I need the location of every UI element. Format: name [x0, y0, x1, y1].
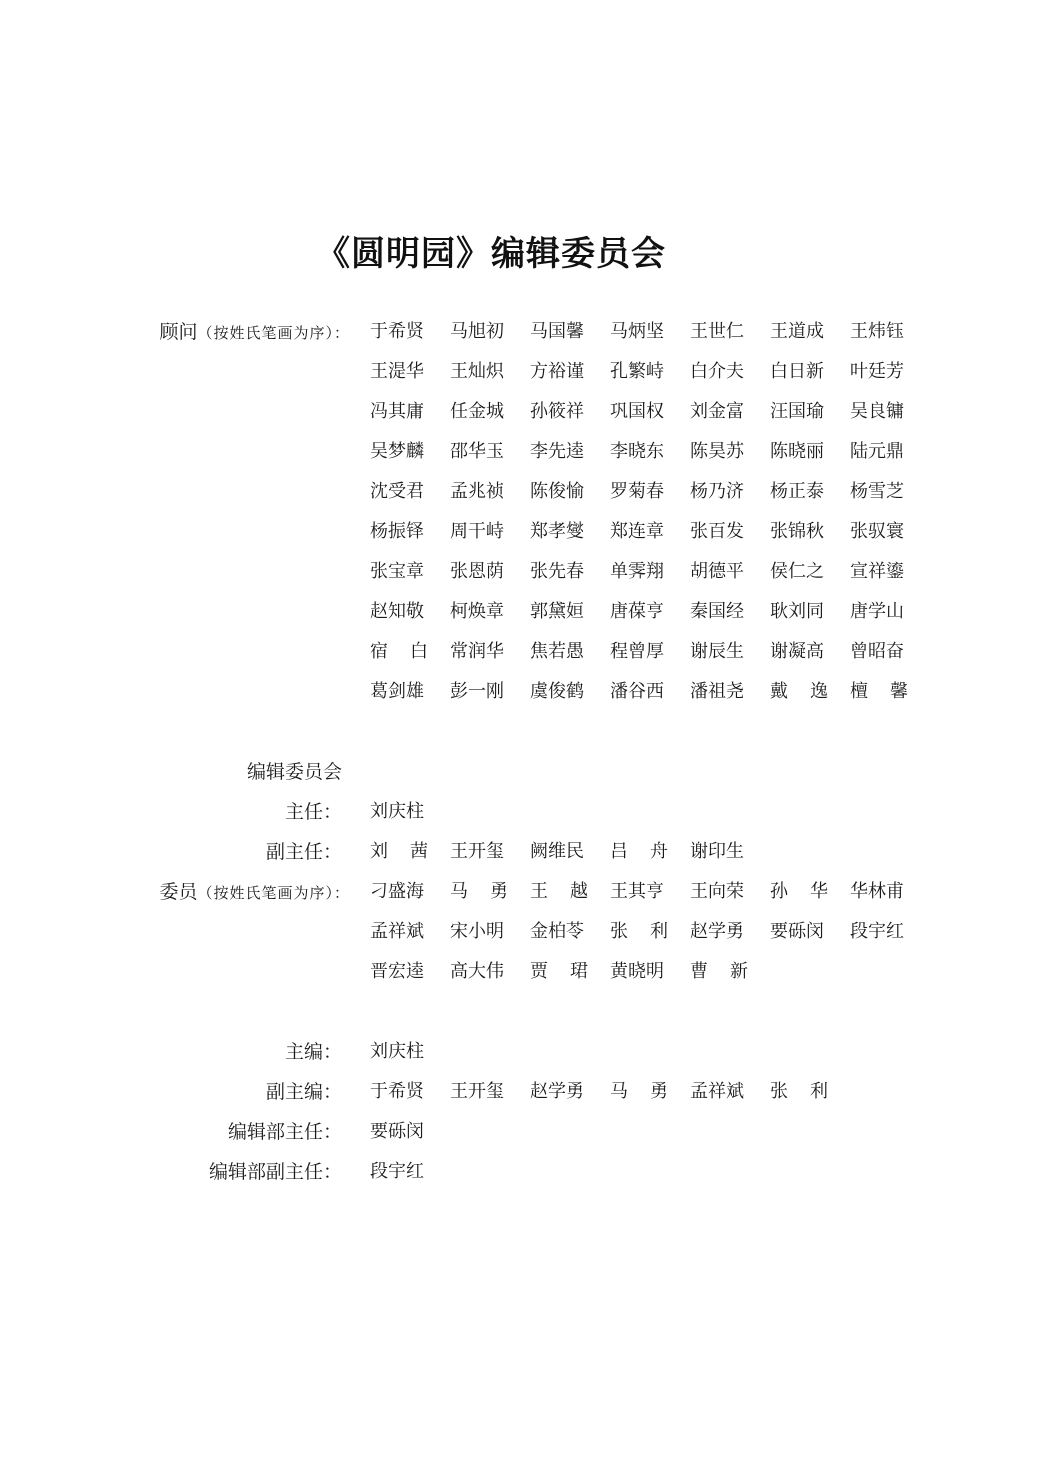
person-name: 孙筱祥: [530, 401, 584, 422]
person-name: 华林甫: [850, 881, 904, 902]
person-name: 孟祥斌: [370, 921, 424, 942]
person-name: 王湜华: [370, 361, 424, 382]
person-name: 虞俊鹤: [530, 681, 584, 702]
deputy-editor-label: 副主编：: [265, 1081, 342, 1103]
person-name: 刁盛海: [370, 881, 424, 902]
person-name: 戴 逸: [770, 681, 828, 702]
person-name: 张 利: [770, 1081, 828, 1102]
person-name: 程曾厚: [610, 641, 664, 662]
committee-director-label: 主任：: [284, 801, 342, 823]
person-name: 高大伟: [450, 961, 504, 982]
person-name: 赵知敬: [370, 601, 424, 622]
committee-heading: 编辑委员会: [246, 761, 342, 783]
person-name: 孙 华: [770, 881, 828, 902]
person-name: 马旭初: [450, 321, 504, 342]
person-name: 王炜钰: [850, 321, 904, 342]
person-name: 汪国瑜: [770, 401, 824, 422]
page-title-text: 《圆明园》编辑委员会: [316, 234, 666, 274]
person-name: 宋小明: [450, 921, 504, 942]
person-name: 秦国经: [690, 601, 744, 622]
person-name: 单霁翔: [610, 561, 664, 582]
person-name: 马炳坚: [610, 321, 664, 342]
person-name: 邵华玉: [450, 441, 504, 462]
person-name: 谢辰生: [690, 641, 744, 662]
person-name: 吴梦麟: [370, 441, 424, 462]
office-director-grid: [370, 1112, 990, 1152]
person-name: 要砾闵: [370, 1121, 424, 1142]
person-name: 方裕谨: [530, 361, 584, 382]
person-name: 陈晓丽: [770, 441, 824, 462]
person-name: 侯仁之: [770, 561, 824, 582]
person-name: 周干峙: [450, 521, 504, 542]
person-name: 张 利: [610, 921, 668, 942]
person-name: 马国馨: [530, 321, 584, 342]
person-name: 杨正泰: [770, 481, 824, 502]
person-name: 张恩荫: [450, 561, 504, 582]
person-name: 张驭寰: [850, 521, 904, 542]
person-name: 冯其庸: [370, 401, 424, 422]
person-name: 宣祥鎏: [850, 561, 904, 582]
person-name: 李先逵: [530, 441, 584, 462]
person-name: 宿 白: [370, 641, 428, 662]
person-name: 刘庆柱: [370, 801, 424, 822]
person-name: 于希贤: [370, 321, 424, 342]
advisors-label: 顾问（按姓氏笔画为序）：: [159, 321, 350, 343]
person-name: 金柏苓: [530, 921, 584, 942]
deputy-editor-grid: [370, 1072, 990, 1112]
person-name: 曾昭奋: [850, 641, 904, 662]
person-name: 段宇红: [850, 921, 904, 942]
person-name: 王道成: [770, 321, 824, 342]
person-name: 彭一刚: [450, 681, 504, 702]
person-name: 赵学勇: [530, 1081, 584, 1102]
person-name: 郑孝燮: [530, 521, 584, 542]
person-name: 孟祥斌: [690, 1081, 744, 1102]
person-name: 胡德平: [690, 561, 744, 582]
person-name: 王世仁: [690, 321, 744, 342]
person-name: 常润华: [450, 641, 504, 662]
person-name: 孔繁峙: [610, 361, 664, 382]
person-name: 王开玺: [450, 1081, 504, 1102]
person-name: 王灿炽: [450, 361, 504, 382]
person-name: 马 勇: [610, 1081, 668, 1102]
person-name: 罗菊春: [610, 481, 664, 502]
person-name: 吕 舟: [610, 841, 668, 862]
person-name: 杨振铎: [370, 521, 424, 542]
person-name: 黄晓明: [610, 961, 664, 982]
person-name: 王 越: [530, 881, 588, 902]
person-name: 焦若愚: [530, 641, 584, 662]
person-name: 陆元鼎: [850, 441, 904, 462]
person-name: 陈昊苏: [690, 441, 744, 462]
person-name: 潘谷西: [610, 681, 664, 702]
person-name: 白日新: [770, 361, 824, 382]
person-name: 谢凝高: [770, 641, 824, 662]
person-name: 唐学山: [850, 601, 904, 622]
person-name: 张锦秋: [770, 521, 824, 542]
person-name: 叶廷芳: [850, 361, 904, 382]
person-name: 檀 馨: [850, 681, 908, 702]
person-name: 任金城: [450, 401, 504, 422]
person-name: 唐葆亨: [610, 601, 664, 622]
person-name: 郑连章: [610, 521, 664, 542]
person-name: 巩国权: [610, 401, 664, 422]
person-name: 马 勇: [450, 881, 508, 902]
person-name: 晋宏逵: [370, 961, 424, 982]
person-name: 王向荣: [690, 881, 744, 902]
person-name: 王开玺: [450, 841, 504, 862]
committee-members-label: 委员（按姓氏笔画为序）：: [159, 881, 350, 903]
person-name: 张宝章: [370, 561, 424, 582]
person-name: 于希贤: [370, 1081, 424, 1102]
person-name: 吴良镛: [850, 401, 904, 422]
person-name: 葛剑雄: [370, 681, 424, 702]
committee-director-grid: [370, 792, 990, 832]
person-name: 沈受君: [370, 481, 424, 502]
office-deputy-label: 编辑部副主任：: [208, 1161, 342, 1183]
person-name: 陈俊愉: [530, 481, 584, 502]
person-name: 贾 珺: [530, 961, 588, 982]
person-name: 孟兆祯: [450, 481, 504, 502]
person-name: 杨雪芝: [850, 481, 904, 502]
person-name: 赵学勇: [690, 921, 744, 942]
person-name: 曹 新: [690, 961, 748, 982]
person-name: 柯焕章: [450, 601, 504, 622]
chief-editor-grid: [370, 1032, 990, 1072]
person-name: 耿刘同: [770, 601, 824, 622]
person-name: 阙维民: [530, 841, 584, 862]
office-deputy-grid: [370, 1152, 990, 1192]
person-name: 杨乃济: [690, 481, 744, 502]
person-name: 张百发: [690, 521, 744, 542]
person-name: 李晓东: [610, 441, 664, 462]
person-name: 段宇红: [370, 1161, 424, 1182]
advisors-name-grid: [370, 312, 990, 712]
person-name: 张先春: [530, 561, 584, 582]
committee-deputy-label: 副主任：: [265, 841, 342, 863]
page-title: [0, 226, 1062, 275]
person-name: 白介夫: [690, 361, 744, 382]
person-name: 要砾闵: [770, 921, 824, 942]
person-name: 刘 茜: [370, 841, 428, 862]
person-name: 郭黛姮: [530, 601, 584, 622]
person-name: 刘庆柱: [370, 1041, 424, 1062]
person-name: 谢印生: [690, 841, 744, 862]
person-name: 王其亨: [610, 881, 664, 902]
office-director-label: 编辑部主任：: [227, 1121, 342, 1143]
committee-deputy-grid: [370, 832, 990, 872]
person-name: 刘金富: [690, 401, 744, 422]
committee-members-grid: [370, 872, 990, 992]
person-name: 潘祖尧: [690, 681, 744, 702]
chief-editor-label: 主编：: [284, 1041, 342, 1063]
